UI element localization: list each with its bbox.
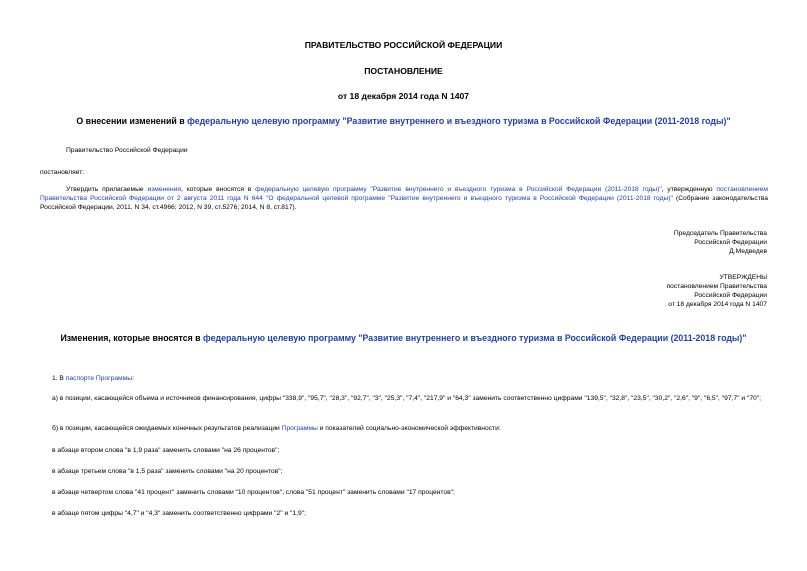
item-a: а) в позиции, касающейся объема и источников финансирования, цифры "338,9", "95,7", "28,3", "92,7", "3", "25,3", "7,4", "217,9" и "64,3" заменить соответственно цифрами "139,5", "32,8", "23,5", "30,2", "2,6", "9", "6,5", "97,7" и "70"; [52, 395, 761, 402]
resolution-title-prefix: О внесении изменений в [76, 116, 188, 126]
item-b-1: в абзаце втором слова "в 1,9 раза" заменить словами "на 26 процентов"; [52, 447, 280, 454]
changes-link[interactable]: изменения [147, 186, 182, 193]
item-b-3: в абзаце четвертом слова "41 процент" заменить словами "10 процентов", слова "51 процент" заменить словами "17 процентов"; [52, 489, 455, 496]
item-b [52, 424, 501, 433]
program-link[interactable]: федеральную целевую программу "Развитие внутреннего и въездного туризма в Российской Федерации (2011-2018 годы)" [187, 116, 731, 126]
signature-block [674, 229, 767, 256]
signature-line-3: Д.Медведев [729, 248, 767, 255]
approved-line-2: постановлением Правительства [666, 283, 767, 290]
item-1 [52, 374, 134, 383]
approved-line-3: Российской Федерации [694, 292, 767, 299]
item-b-suffix: и показателей социально-экономической эффективности: [317, 425, 501, 432]
program-link-3[interactable]: федеральную целевую программу "Развитие внутреннего и въездного туризма в Российской Федерации (2011-2018 годы)" [203, 333, 747, 343]
approve-text-4: (Собрание законодательства Российской Федерации, 2011, N 34, ст.4966; 2012, N 39, ст.5276; 2014, N 8, ст.817). [40, 195, 768, 211]
approve-paragraph [40, 185, 768, 212]
approved-block [667, 273, 767, 309]
passport-link[interactable]: паспорте Программы [65, 375, 133, 382]
approved-line-1: УТВЕРЖДЕНЫ [719, 274, 767, 281]
program-short-link[interactable]: Программы [281, 425, 318, 432]
approve-text-3: , утвержденную [661, 186, 717, 193]
resolution-title [0, 116, 807, 126]
approve-text-1: Утвердить прилагаемые [66, 186, 148, 193]
document-type-heading: ПОСТАНОВЛЕНИЕ [364, 66, 443, 76]
government-line: Правительство Российской Федерации [66, 147, 188, 154]
resolves-line: постановляет: [40, 169, 85, 176]
approved-line-4: от 18 декабря 2014 года N 1407 [668, 301, 767, 308]
changes-title-prefix: Изменения, которые вносятся в [60, 333, 204, 343]
item-b-prefix: б) в позиции, касающейся ожидаемых конечных результатов реализации [52, 425, 282, 432]
item-b-2: в абзаце третьем слова "в 1,5 раза" заменить словами "на 20 процентов"; [52, 468, 283, 475]
date-number-heading: от 18 декабря 2014 года N 1407 [337, 91, 470, 101]
approve-text-2: , которые вносятся в [181, 186, 256, 193]
government-heading: ПРАВИТЕЛЬСТВО РОССИЙСКОЙ ФЕДЕРАЦИИ [304, 40, 503, 50]
item-b-4: в абзаце пятом цифры "4,7" и "4,3" заменить соответственно цифрами "2" и "1,9"; [52, 510, 306, 517]
item-1-prefix: 1. В [52, 375, 66, 382]
resolution-644-link[interactable]: постановлением Правительства Российской Федерации от 2 августа 2011 года N 644 "О федеральной целевой программе "Развитие внутреннего и въездного туризма в Российской Федерации (2011-2018 годы)" [40, 186, 768, 202]
signature-line-2: Российской Федерации [694, 239, 767, 246]
signature-line-1: Председатель Правительства [673, 230, 767, 237]
program-link-2[interactable]: федеральную целевую программу "Развитие внутреннего и въездного туризма в Российской Федерации (2011-2018 годы)" [255, 186, 662, 193]
item-1-suffix: : [132, 375, 134, 382]
changes-title [0, 333, 807, 343]
